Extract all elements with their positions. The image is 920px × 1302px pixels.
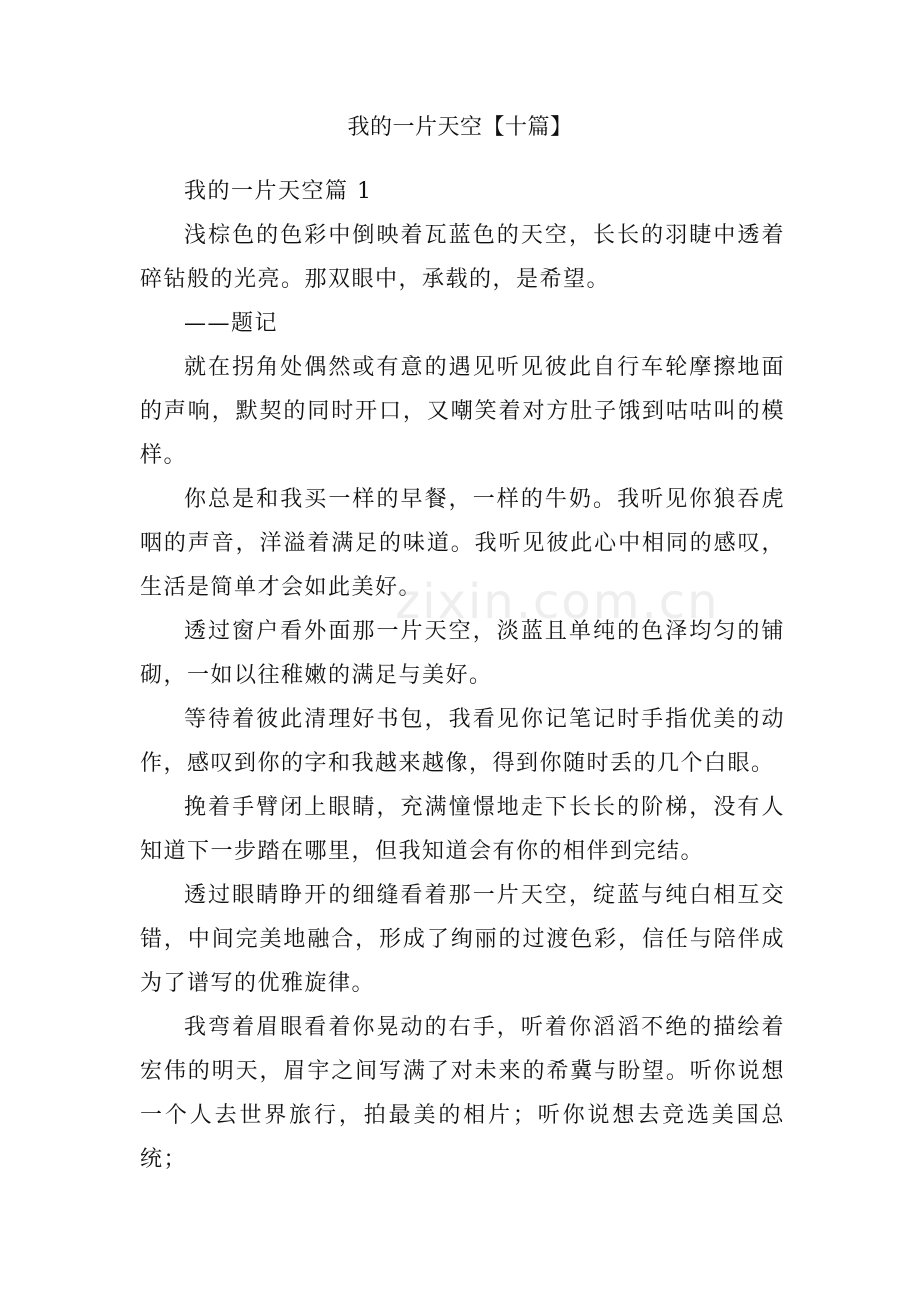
- document-title: 我的一片天空【十篇】: [347, 115, 573, 140]
- watermark: zixin.com.cn: [395, 574, 720, 630]
- section-heading: 我的一片天空篇 1: [184, 179, 373, 204]
- paragraph: 等待着彼此清理好书包，我看见你记笔记时手指优美的动作，感叹到你的字和我越来越像，得到你随时丢的几个白眼。: [140, 707, 785, 776]
- paragraph: 挽着手臂闭上眼睛，充满憧憬地走下长长的阶梯，没有人知道下一步踏在哪里，但我知道会有你的相伴到完结。: [140, 795, 785, 864]
- paragraph: 浅棕色的色彩中倒映着瓦蓝色的天空，长长的羽睫中透着碎钻般的光亮。那双眼中，承载的，是希望。: [140, 223, 785, 292]
- epigraph-note: ——题记: [184, 311, 279, 336]
- paragraph: 就在拐角处偶然或有意的遇见听见彼此自行车轮摩擦地面的声响，默契的同时开口，又嘲笑着对方肚子饿到咕咕叫的模样。: [140, 355, 785, 468]
- document-body: [140, 170, 785, 1182]
- paragraph: 你总是和我买一样的早餐，一样的牛奶。我听见你狼吞虎咽的声音，洋溢着满足的味道。我听见彼此心中相同的感叹，生活是简单才会如此美好。: [140, 487, 785, 600]
- paragraph: 我弯着眉眼看着你晃动的右手，听着你滔滔不绝的描绘着宏伟的明天，眉宇之间写满了对未来的希冀与盼望。听你说想一个人去世界旅行，拍最美的相片；听你说想去竞选美国总统；: [140, 1015, 785, 1172]
- paragraph: 透过眼睛睁开的细缝看着那一片天空，绽蓝与纯白相互交错，中间完美地融合，形成了绚丽的过渡色彩，信任与陪伴成为了谱写的优雅旋律。: [140, 883, 785, 996]
- paragraph: 透过窗户看外面那一片天空，淡蓝且单纯的色泽均匀的铺砌，一如以往稚嫩的满足与美好。: [140, 619, 785, 688]
